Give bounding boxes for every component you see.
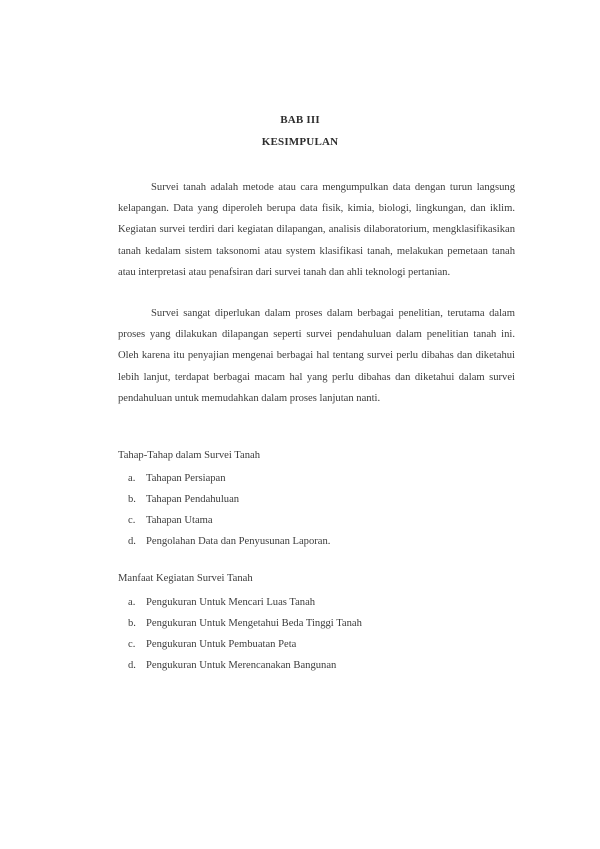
list-item bbox=[128, 634, 362, 655]
list-item-text: Pengukuran Untuk Pembuatan Peta bbox=[146, 639, 297, 650]
list-marker: d. bbox=[128, 536, 136, 547]
list-item-text: Pengukuran Untuk Merencanakan Bangunan bbox=[146, 660, 337, 671]
section-title-manfaat: Manfaat Kegiatan Survei Tanah bbox=[118, 573, 253, 584]
paragraph-1: Survei tanah adalah metode atau cara mengumpulkan data dengan turun langsung kelapangan. Data yang diperoleh berupa data fisik, kimia, biologi, lingkungan, dan iklim. Kegiatan survei terdiri dari kegiatan dilapangan, analisis dilaboratorium, mengklasifikasikan tanah kedalam sistem taksonomi atau system klasifikasi tanah, melakukan pemetaan tanah atau interpretasi atau penafsiran dari survei tanah dan ahli teknologi pertanian. bbox=[118, 182, 515, 278]
list-item-text: Tahapan Persiapan bbox=[146, 473, 226, 484]
chapter-title: KESIMPULAN bbox=[261, 136, 339, 148]
list-marker: a. bbox=[128, 473, 136, 484]
list-marker: a. bbox=[128, 597, 136, 608]
list-item bbox=[128, 489, 330, 510]
list-item bbox=[128, 531, 330, 552]
list-item-text: Pengukuran Untuk Mengetahui Beda Tinggi Tanah bbox=[146, 618, 362, 629]
list-item-text: Pengukuran Untuk Mencari Luas Tanah bbox=[146, 597, 316, 608]
list-item bbox=[128, 592, 362, 613]
list-item-text: Pengolahan Data dan Penyusunan Laporan. bbox=[146, 536, 331, 547]
section-title-tahapan: Tahap-Tahap dalam Survei Tanah bbox=[118, 450, 261, 461]
manfaat-list bbox=[128, 592, 362, 676]
tahapan-list bbox=[128, 468, 330, 552]
paragraph-2: Survei sangat diperlukan dalam proses dalam berbagai penelitian, terutama dalam proses yang dilakukan dilapangan seperti survei pendahuluan dalam penelitian tanah ini. Oleh karena itu penyajian mengenai berbagai hal tentang survei perlu dibahas dan diketahui lebih lanjut, terdapat berbagai macam hal yang perlu dibahas dan diketahui dalam survei pendahuluan untuk memudahkan dalam proses lanjutan nanti. bbox=[118, 308, 515, 404]
list-item-text: Tahapan Utama bbox=[146, 515, 213, 526]
list-marker: b. bbox=[128, 618, 136, 629]
list-marker: b. bbox=[128, 494, 136, 505]
list-item bbox=[128, 510, 330, 531]
list-item bbox=[128, 613, 362, 634]
list-item bbox=[128, 655, 362, 676]
list-marker: c. bbox=[128, 515, 136, 526]
list-item bbox=[128, 468, 330, 489]
list-marker: d. bbox=[128, 660, 136, 671]
list-item-text: Tahapan Pendahuluan bbox=[146, 494, 240, 505]
list-marker: c. bbox=[128, 639, 136, 650]
chapter-heading: BAB III bbox=[280, 114, 320, 126]
